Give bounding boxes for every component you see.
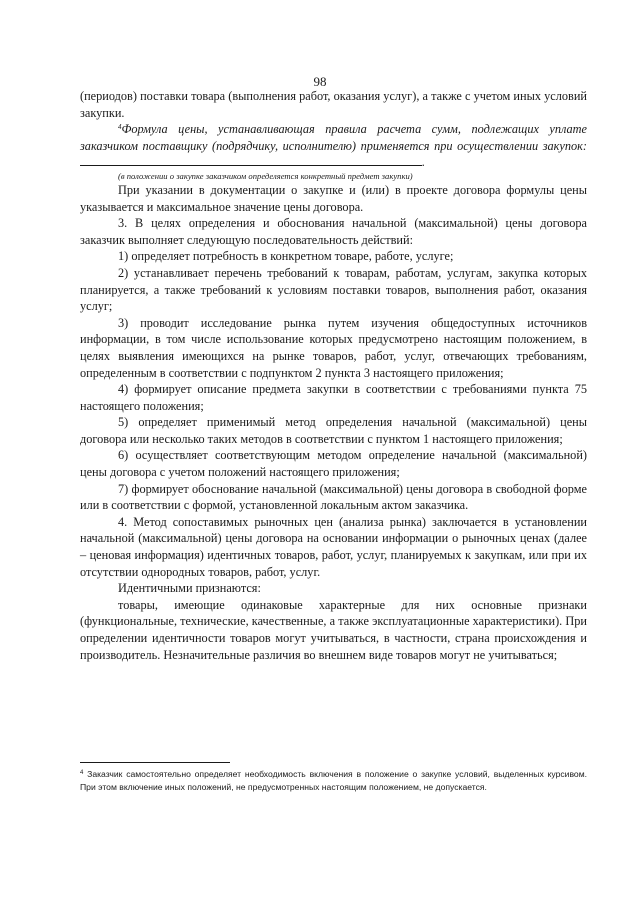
blank-note: (в положении о закупке заказчиком определяется конкретный предмет закупки) [118, 170, 413, 181]
paragraph: 3. В целях определения и обоснования начальной (максимальной) цены договора заказчик выполняет следующую последовательность действий: [80, 216, 587, 247]
paragraph-text: Формула цены, устанавливающая правила расчета сумм, подлежащих уплате заказчиком поставщику (подрядчику, исполнителю) применяется при осуществлении закупок: [80, 122, 587, 153]
paragraph: товары, имеющие одинаковые характерные для них основные признаки (функциональные, технические, качественные, а также эксплуатационные характеристики). При определении идентичности товаров могут учитываться, в частности, страна происхождения и производитель. Незначительные различия во внешнем виде товаров могут не учитываться; [80, 597, 587, 662]
footnote-number: 4 [80, 770, 84, 776]
document-body [80, 88, 587, 663]
paragraph: 4. Метод сопоставимых рыночных цен (анализа рынка) заключается в установлении начальной (максимальной) цены договора на основании информации о рыночных ценах (далее – ценовая информация) идентичных товаров, работ, услуг, планируемых к закупкам, или при их отсутствии однородных товаров, работ, услуг. [80, 514, 587, 579]
footnote-separator [80, 762, 230, 763]
paragraph: При указании в документации о закупке и (или) в проекте договора формулы цены указывается и максимальное значение цены договора. [80, 182, 587, 214]
page-number: 98 [313, 74, 327, 89]
fill-in-blank [80, 154, 422, 166]
list-item: 3) проводит исследование рынка путем изучения общедоступных источников информации, в том числе использование которых предусмотрено настоящим положением, в целях выявления имеющихся на рынке товаров, работ, услуг, отвечающих требованиям, определенным в соответствии с подпунктом 2 пункта 3 настоящего приложения; [80, 315, 587, 380]
list-item: 1) определяет потребность в конкретном товаре, работе, услуге; [118, 249, 454, 264]
footnote-marker: 4 [118, 123, 122, 132]
paragraph: (периодов) поставки товара (выполнения работ, оказания услуг), а также с учетом иных условий закупки. [80, 89, 587, 120]
list-item: 4) формирует описание предмета закупки в соответствии с требованиями пункта 75 настоящего положения; [80, 382, 587, 413]
list-item: 2) устанавливает перечень требований к товарам, работам, услугам, закупка которых планируется, а также требований к условиям поставки товаров, выполнения работ, оказания услуг; [80, 265, 587, 314]
price-formula-paragraph [80, 121, 587, 171]
list-item: 5) определяет применимый метод определения начальной (максимальной) цены договора или несколько таких методов в соответствии с пунктом 1 настоящего приложения; [80, 415, 587, 446]
footnote [80, 768, 587, 794]
list-item: 6) осуществляет соответствующим методом определение начальной (максимальной) цены договора с учетом положений настоящего приложения; [80, 448, 587, 480]
list-item: 7) формирует обоснование начальной (максимальной) цены договора в свободной форме или в соответствии с формой, установленной локальным актом заказчика. [80, 481, 587, 513]
paragraph: Идентичными признаются: [118, 581, 261, 596]
footnote-text: Заказчик самостоятельно определяет необходимость включения в положение о закупке условий, выделенных курсивом. При этом включение иных положений, не предусмотренных настоящим положением, не допускается. [80, 769, 587, 792]
paragraph-end: . [422, 155, 426, 170]
